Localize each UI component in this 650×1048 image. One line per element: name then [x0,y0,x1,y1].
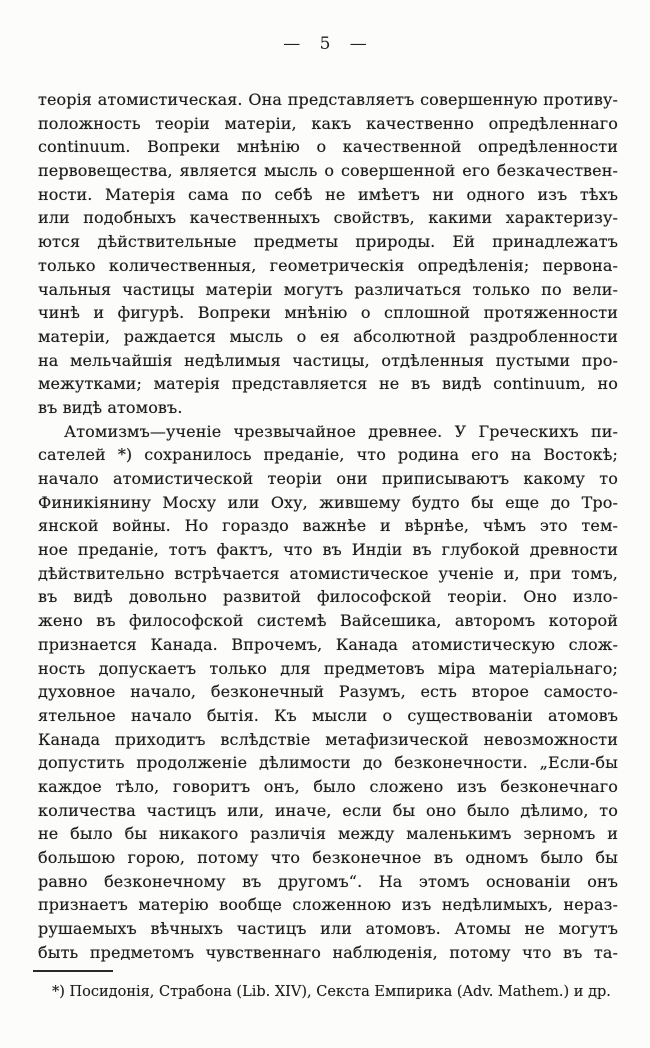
text-line: ное преданіе, тотъ фактъ, что въ Индіи въ глубокой древности [38,540,618,560]
text-line: признаетъ матерію вообще сложенною изъ недѣлимыхъ, нераз- [38,895,618,915]
text-line: continuum. Вопреки мнѣнію о качественной опредѣленности [38,137,618,157]
text-line: Атомизмъ—ученіе чрезвычайное древнее. У Греческихъ пи- [64,421,618,441]
footnote-separator [33,970,113,972]
text-line: или подобныхъ качественныхъ свойствъ, какими характеризу- [38,208,618,228]
text-line: ности. Матерія сама по себѣ не имѣетъ ни одного изъ тѣхъ [38,184,618,204]
text-line: Канада приходитъ вслѣдствіе метафизической невозможности [38,729,618,749]
text-line: только количественныя, геометрическія опредѣленія; первона- [38,255,618,275]
text-line: духовное начало, безконечный Разумъ, есть второе самосто- [38,682,618,702]
text-line: быть предметомъ чувственнаго наблюденія, потому что въ та- [38,942,618,962]
text-line: положность теоріи матеріи, какъ качественно опредѣленнаго [38,113,618,133]
text-line: ятельное начало бытія. Къ мысли о существованіи атомовъ [38,705,618,725]
page-number: — 5 — [283,34,367,54]
text-line: ются дѣйствительные предметы природы. Ей принадлежатъ [38,232,618,252]
text-line: Финикіянину Мосху или Оху, жившему будто бы еще до Тро- [38,492,618,512]
text-line: чальныя частицы матеріи могутъ различаться только по вели- [38,279,618,299]
text-line: дѣйствительно встрѣчается атомистическое ученіе и, при томъ, [38,563,618,583]
paragraph-atomism-history [38,420,618,965]
text-line: признается Канада. Впрочемъ, Канада атомистическую слож- [38,634,618,654]
text-line: чинѣ и фигурѣ. Вопреки мнѣнію о сплошной протяженности [38,303,618,323]
text-line: количества частицъ или, иначе, если бы оно было дѣлимо, то [38,800,618,820]
paragraph-atomistic-theory [38,88,618,420]
text-line: жено въ философской системѣ Вайсешика, авторомъ которой [38,611,618,631]
text-line: матеріи, раждается мысль о ея абсолютной раздробленности [38,326,618,346]
text-line: первовещества, является мысль о совершенной его безкачествен- [38,161,618,181]
text-line: янской войны. Но гораздо важнѣе и вѣрнѣе, чѣмъ это тем- [38,516,618,536]
text-line: рушаемыхъ вѣчныхъ частицъ или атомовъ. Атомы не могутъ [38,919,618,939]
text-line: начало атомистической теоріи они приписываютъ какому то [38,469,618,488]
text-line: каждое тѣло, говоритъ онъ, было сложено изъ безконечнаго [38,776,618,796]
text-line: сателей *) сохранилось преданіе, что родина его на Востокѣ; [38,445,618,465]
text-line: ность допускаетъ только для предметовъ міра матеріальнаго; [38,658,618,678]
footnote: *) Посидонія, Страбона (Lib. XIV), Секста Емпирика (Adv. Mathem.) и др. [52,984,611,1000]
text-line: на мельчайшія недѣлимыя частицы, отдѣленныя пустыми про- [38,350,618,370]
text-line: допустить продолженіе дѣлимости до безконечности. „Если-бы [38,753,618,773]
text-line: не было бы никакого различія между маленькимъ зерномъ и [38,824,618,844]
text-line: въ видѣ атомовъ. [38,397,183,417]
text-body [38,88,618,964]
text-line: въ видѣ довольно развитой философской теоріи. Оно изло- [38,587,618,607]
text-line: межутками; матерія представляется не въ видѣ continuum, но [38,374,618,394]
text-line: большою горою, потому что безконечное въ одномъ было бы [38,848,618,867]
text-line: равно безконечному въ другомъ“. На этомъ основаніи онъ [38,871,618,891]
text-line: теорія атомистическая. Она представляетъ совершенную противу- [38,90,618,109]
